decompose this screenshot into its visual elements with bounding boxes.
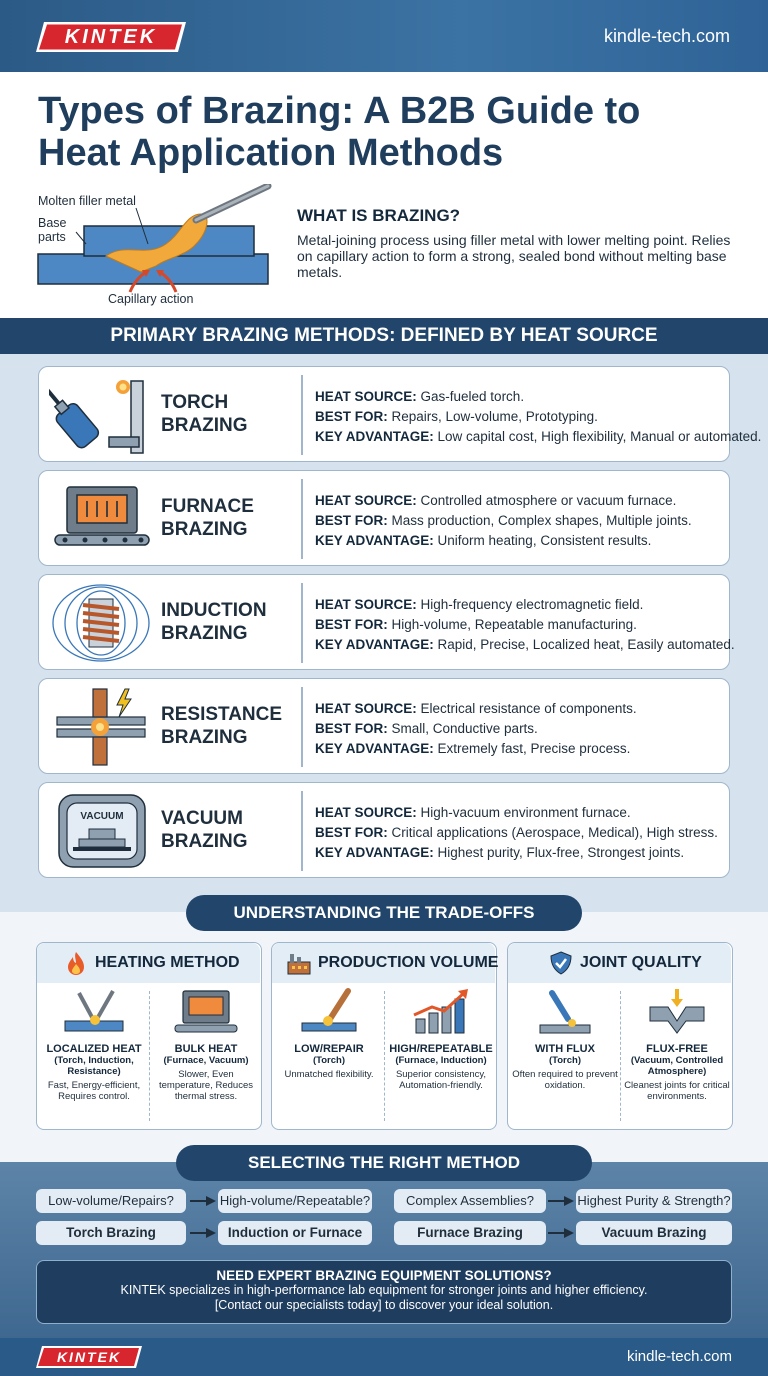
- method-name: [161, 599, 301, 645]
- method-info: [315, 699, 727, 759]
- resistance-electrode-icon: [49, 685, 154, 769]
- label-molten-filler: Molten filler metal: [38, 194, 136, 208]
- footer-logo[interactable]: [36, 1346, 142, 1368]
- tradeoff-sub: (Torch): [548, 1055, 581, 1066]
- key-advantage-value: Uniform heating, Consistent results.: [433, 533, 652, 548]
- arrow-right-icon: [190, 1226, 216, 1240]
- cta-box[interactable]: [36, 1260, 732, 1324]
- hand-torch-icon: [294, 987, 364, 1039]
- question-low-volume: Low-volume/Repairs?: [36, 1189, 186, 1213]
- heat-source-value: Gas-fueled torch.: [416, 389, 525, 404]
- key-advantage-value: Low capital cost, High flexibility, Manual or automated.: [433, 429, 762, 444]
- key-advantage-value: Rapid, Precise, Localized heat, Easily automated.: [433, 637, 735, 652]
- method-card-torch: [38, 366, 762, 462]
- tradeoff-desc: Superior consistency, Automation-friendly.: [395, 1069, 487, 1091]
- heat-source-label: HEAT SOURCE:: [315, 389, 417, 404]
- method-info: [315, 491, 727, 551]
- key-advantage-label: KEY ADVANTAGE:: [315, 533, 434, 548]
- best-for-row: [315, 719, 727, 739]
- factory-icon: [286, 950, 312, 976]
- tradeoff-left: [274, 987, 384, 1080]
- tradeoff-title: PRODUCTION VOLUME: [318, 954, 499, 971]
- arrow-right-icon: [548, 1194, 574, 1208]
- answer-furnace: Furnace Brazing: [394, 1221, 546, 1245]
- key-advantage-label: KEY ADVANTAGE:: [315, 741, 434, 756]
- footer-logo-text: KINTEK: [56, 1349, 122, 1365]
- method-name: [161, 391, 301, 437]
- key-advantage-row: [315, 635, 735, 655]
- key-advantage-row: [315, 739, 727, 759]
- shield-check-icon: [548, 950, 574, 976]
- cta-line-2[interactable]: [Contact our specialists today] to discover your ideal solution.: [214, 1298, 554, 1312]
- card-divider: [301, 687, 303, 767]
- method-card-induction: [38, 574, 735, 670]
- card-divider: [301, 583, 303, 663]
- method-name-line-1: RESISTANCE: [161, 704, 283, 725]
- tradeoff-right: [151, 987, 261, 1102]
- tradeoff-right: [622, 987, 732, 1102]
- what-title: WHAT IS BRAZING?: [297, 206, 461, 225]
- flux-free-joint-icon: [642, 987, 712, 1039]
- heat-source-label: HEAT SOURCE:: [315, 701, 417, 716]
- best-for-label: BEST FOR:: [315, 409, 388, 424]
- vacuum-icon-label: VACUUM: [80, 811, 124, 822]
- key-advantage-value: Extremely fast, Precise process.: [433, 741, 631, 756]
- tradeoff-head: HIGH/REPEATABLE: [389, 1043, 493, 1055]
- tradeoff-head: WITH FLUX: [535, 1043, 595, 1055]
- method-name: [161, 807, 301, 853]
- cta-title: NEED EXPERT BRAZING EQUIPMENT SOLUTIONS?: [216, 1268, 552, 1283]
- key-advantage-label: KEY ADVANTAGE:: [315, 429, 434, 444]
- furnace-icon: [49, 477, 154, 561]
- key-advantage-label: KEY ADVANTAGE:: [315, 637, 434, 652]
- best-for-label: BEST FOR:: [315, 513, 388, 528]
- induction-coil-icon: [49, 581, 154, 665]
- title-line-1: Types of Brazing: A B2B Guide to: [38, 90, 641, 132]
- dashed-separator: [149, 991, 150, 1121]
- tradeoff-desc: Often required to prevent oxidation.: [512, 1069, 618, 1091]
- tradeoffs-heading: UNDERSTANDING THE TRADE-OFFS: [186, 895, 582, 931]
- growth-chart-icon: [406, 987, 476, 1039]
- tradeoff-card-header: [508, 943, 731, 983]
- methods-heading: PRIMARY BRAZING METHODS: DEFINED BY HEAT SOURCE: [0, 318, 768, 354]
- best-for-value: High-volume, Repeatable manufacturing.: [387, 617, 637, 632]
- method-name: [161, 495, 301, 541]
- question-high-volume: High-volume/Repeatable?: [218, 1189, 372, 1213]
- torch-icon: [49, 373, 154, 457]
- tradeoff-sub: (Vacuum, Controlled Atmosphere): [630, 1055, 724, 1077]
- label-base: Base: [38, 216, 67, 230]
- what-text: Metal-joining process using filler metal with lower melting point. Relies on capillary action to form a strong, sealed bond without melting base metals.: [297, 232, 731, 280]
- best-for-row: [315, 823, 727, 843]
- heat-source-row: [315, 803, 727, 823]
- tradeoff-desc: Cleanest joints for critical environments.: [624, 1080, 730, 1102]
- key-advantage-value: Highest purity, Flux-free, Strongest joints.: [433, 845, 685, 860]
- tradeoff-head: LOCALIZED HEAT: [46, 1043, 142, 1055]
- tradeoff-desc: Unmatched flexibility.: [284, 1069, 374, 1080]
- tradeoff-card-header: [272, 943, 499, 983]
- tradeoff-sub: (Torch, Induction, Resistance): [54, 1055, 134, 1077]
- tradeoff-desc: Fast, Energy-efficient, Requires control.: [47, 1080, 141, 1102]
- key-advantage-row: [315, 531, 727, 551]
- card-divider: [301, 791, 303, 871]
- method-info: [315, 387, 762, 447]
- what-is-brazing: [297, 206, 737, 280]
- flux-pen-icon: [530, 987, 600, 1039]
- method-info: [315, 803, 727, 863]
- best-for-row: [315, 511, 727, 531]
- tradeoff-card-heating: [36, 942, 262, 1130]
- logo-text: KINTEK: [64, 26, 158, 48]
- page-title: [38, 90, 738, 174]
- method-name-line-1: VACUUM: [161, 808, 243, 829]
- heat-source-label: HEAT SOURCE:: [315, 493, 417, 508]
- tradeoff-title: JOINT QUALITY: [580, 954, 702, 971]
- arrow-right-icon: [190, 1194, 216, 1208]
- vacuum-chamber-icon: [49, 789, 154, 873]
- tradeoff-left: [39, 987, 149, 1102]
- tradeoff-sub: (Furnace, Vacuum): [163, 1055, 249, 1066]
- tradeoff-left: [510, 987, 620, 1091]
- method-name-line-1: FURNACE: [161, 496, 254, 517]
- heat-source-row: [315, 491, 727, 511]
- label-parts: parts: [38, 230, 66, 244]
- title-line-2: Heat Application Methods: [38, 132, 504, 174]
- answer-vacuum: Vacuum Brazing: [576, 1221, 732, 1245]
- heat-source-value: Electrical resistance of components.: [416, 701, 637, 716]
- key-advantage-label: KEY ADVANTAGE:: [315, 845, 434, 860]
- heat-source-label: HEAT SOURCE:: [315, 597, 417, 612]
- site-url[interactable]: kindle-tech.com: [603, 26, 730, 46]
- arrow-right-icon: [548, 1226, 574, 1240]
- method-name-line-2: BRAZING: [161, 519, 248, 540]
- method-info: [315, 595, 735, 655]
- method-name-line-2: BRAZING: [161, 831, 248, 852]
- tradeoff-head: LOW/REPAIR: [294, 1043, 364, 1055]
- tradeoff-card-header: [37, 943, 260, 983]
- best-for-value: Mass production, Complex shapes, Multiple joints.: [387, 513, 692, 528]
- heat-source-row: [315, 387, 727, 407]
- best-for-row: [315, 615, 727, 635]
- question-purity: Highest Purity & Strength?: [576, 1189, 732, 1213]
- tradeoff-card-quality: [507, 942, 733, 1130]
- footer: [0, 1338, 768, 1376]
- heat-source-row: [315, 699, 727, 719]
- answer-torch: Torch Brazing: [36, 1221, 186, 1245]
- dashed-separator: [384, 991, 385, 1121]
- flame-icon: [63, 950, 89, 976]
- heat-source-label: HEAT SOURCE:: [315, 805, 417, 820]
- tradeoff-head: FLUX-FREE: [646, 1043, 708, 1055]
- method-name-line-1: INDUCTION: [161, 600, 267, 621]
- tradeoff-right: [386, 987, 496, 1091]
- cta-line-1: KINTEK specializes in high-performance lab equipment for stronger joints and higher efficiency.: [120, 1283, 648, 1297]
- heat-source-value: High-vacuum environment furnace.: [416, 805, 631, 820]
- method-card-furnace: [38, 470, 730, 566]
- brazing-diagram: [36, 184, 286, 314]
- dashed-separator: [620, 991, 621, 1121]
- local-heat-icon: [59, 987, 129, 1039]
- key-advantage-row: [315, 427, 762, 447]
- best-for-value: Critical applications (Aerospace, Medical), High stress.: [387, 825, 718, 840]
- key-advantage-row: [315, 843, 727, 863]
- tradeoff-title: HEATING METHOD: [95, 954, 240, 971]
- method-name-line-2: BRAZING: [161, 623, 248, 644]
- card-divider: [301, 479, 303, 559]
- kintek-logo[interactable]: [36, 22, 186, 52]
- intro-section: [0, 72, 768, 318]
- best-for-row: [315, 407, 727, 427]
- heat-source-value: High-frequency electromagnetic field.: [416, 597, 644, 612]
- tradeoff-sub: (Furnace, Induction): [395, 1055, 487, 1066]
- best-for-label: BEST FOR:: [315, 825, 388, 840]
- tradeoff-head: BULK HEAT: [174, 1043, 238, 1055]
- tradeoff-desc: Slower, Even temperature, Reduces thermal stress.: [159, 1069, 253, 1102]
- best-for-label: BEST FOR:: [315, 721, 388, 736]
- selecting-heading: SELECTING THE RIGHT METHOD: [176, 1145, 592, 1181]
- best-for-value: Repairs, Low-volume, Prototyping.: [387, 409, 598, 424]
- best-for-label: BEST FOR:: [315, 617, 388, 632]
- method-name-line-2: BRAZING: [161, 415, 248, 436]
- footer-site-url[interactable]: kindle-tech.com: [626, 1348, 732, 1365]
- tradeoff-card-production: [271, 942, 497, 1130]
- bulk-furnace-icon: [171, 987, 241, 1039]
- card-divider: [301, 375, 303, 455]
- method-name-line-2: BRAZING: [161, 727, 248, 748]
- answer-induction-furnace: Induction or Furnace: [218, 1221, 372, 1245]
- top-bar: [0, 0, 768, 72]
- best-for-value: Small, Conductive parts.: [387, 721, 538, 736]
- method-card-vacuum: [38, 782, 730, 878]
- method-name-line-1: TORCH: [161, 392, 229, 413]
- tradeoff-sub: (Torch): [312, 1055, 345, 1066]
- question-complex: Complex Assemblies?: [394, 1189, 546, 1213]
- label-capillary-action: Capillary action: [108, 292, 194, 306]
- heat-source-value: Controlled atmosphere or vacuum furnace.: [416, 493, 677, 508]
- method-name: [161, 703, 301, 749]
- heat-source-row: [315, 595, 727, 615]
- method-card-resistance: [38, 678, 730, 774]
